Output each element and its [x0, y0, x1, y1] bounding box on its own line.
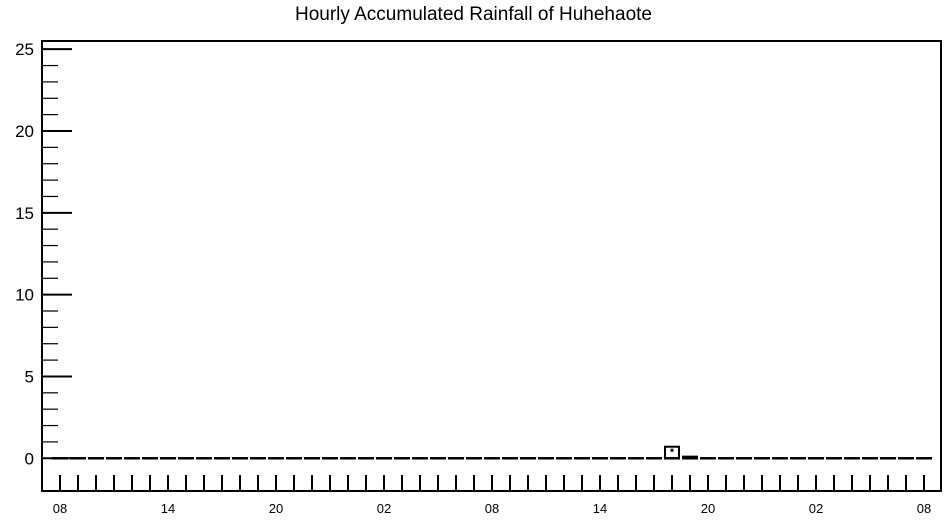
- rainfall-bar-small: [682, 456, 698, 460]
- y-tick-label: 25: [15, 40, 34, 60]
- x-tick-label: 08: [484, 501, 500, 516]
- y-axis-ticks: [15, 40, 72, 468]
- rainfall-bar-highlight: [665, 447, 679, 459]
- x-tick-label: 14: [592, 501, 608, 516]
- x-tick-label: 02: [808, 501, 824, 516]
- rainfall-bars: [52, 447, 932, 460]
- y-tick-label: 5: [24, 367, 34, 387]
- x-tick-label: 08: [916, 501, 932, 516]
- x-tick-label: 14: [160, 501, 176, 516]
- rainfall-value-marker: [671, 449, 674, 452]
- chart-title: Hourly Accumulated Rainfall of Huhehaote: [295, 4, 652, 25]
- x-tick-label: 08: [52, 501, 68, 516]
- y-tick-label: 10: [15, 285, 34, 305]
- y-tick-label: 0: [24, 449, 34, 469]
- plot-area-frame: [42, 41, 941, 491]
- y-tick-label: 15: [15, 203, 34, 223]
- x-tick-label: 02: [376, 501, 392, 516]
- x-tick-label: 20: [700, 501, 716, 516]
- x-axis-ticks: [53, 475, 931, 516]
- x-tick-label: 20: [268, 501, 284, 516]
- y-tick-label: 20: [15, 122, 34, 141]
